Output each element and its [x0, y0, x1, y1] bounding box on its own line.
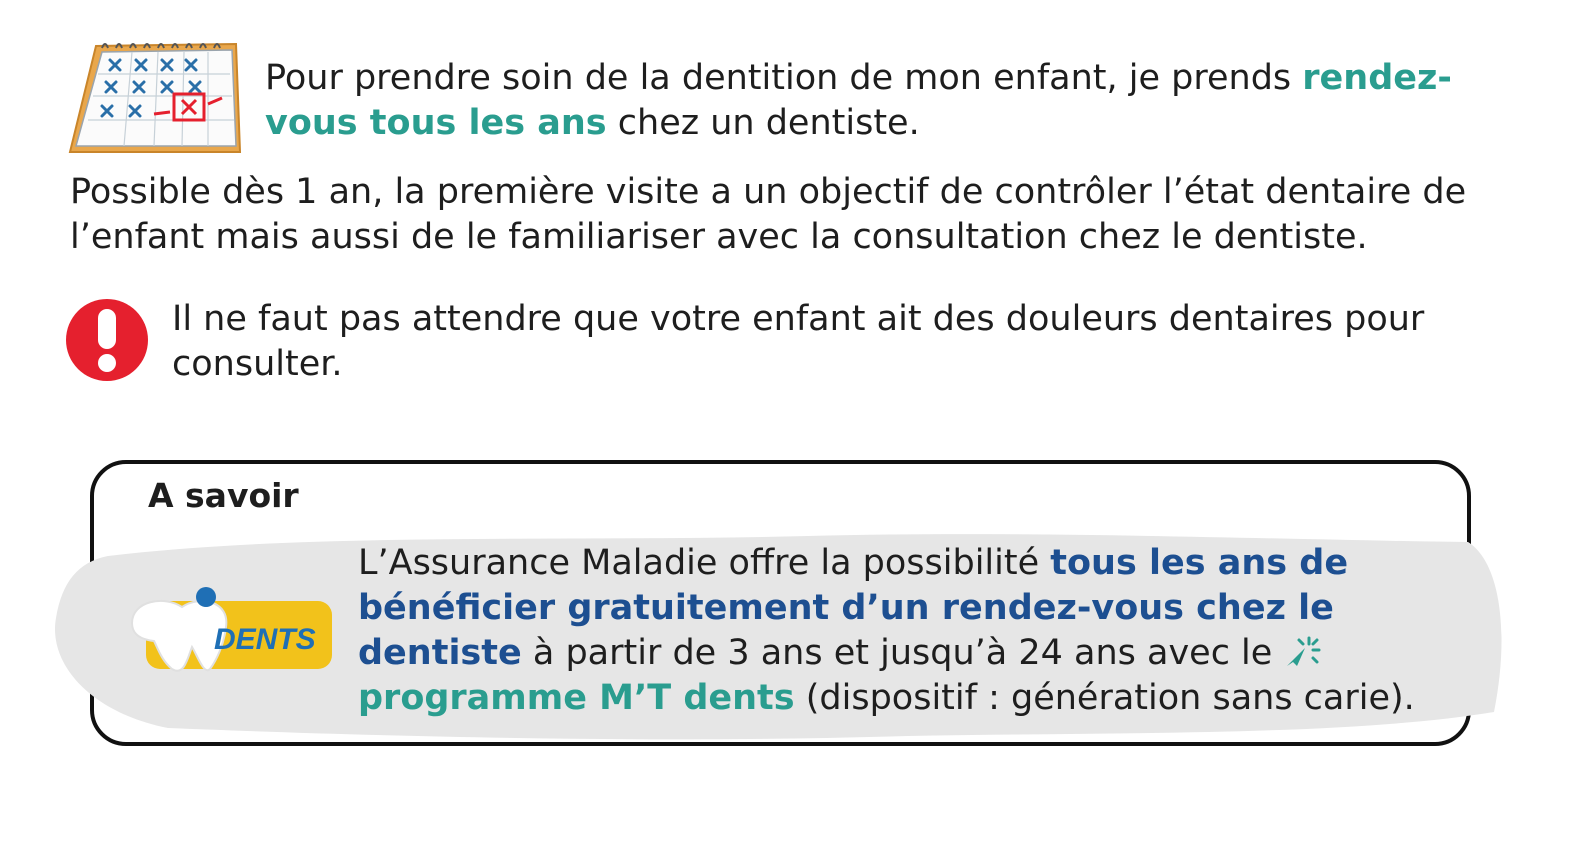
- calendar-icon: [62, 34, 244, 162]
- info-box-paragraph: [358, 541, 1468, 721]
- first-visit-paragraph: Possible dès 1 an, la première visite a un objectif de contrôler l’état dentaire de l’enfant mais aussi de le familiariser avec la consultation chez le dentiste.: [70, 172, 1467, 257]
- info-text-1: L’Assurance Maladie offre la possibilité: [358, 543, 1051, 583]
- intro-text: Pour prendre soin de la dentition de mon enfant, je prends: [265, 58, 1303, 98]
- info-box-title: A savoir: [148, 476, 299, 515]
- warning-paragraph: Il ne faut pas attendre que votre enfant ait des douleurs dentaires pour consulter.: [172, 299, 1425, 384]
- info-text-3: (dispositif : génération sans carie).: [794, 678, 1415, 718]
- mtdents-logo-text: DENTS: [214, 623, 316, 656]
- intro-highlight: rendez-vous tous les ans: [265, 58, 1452, 143]
- info-bold-text: tous les ans de bénéficier gratuitement d’un rendez-vous chez le dentiste: [358, 543, 1349, 673]
- intro-text-end: chez un dentiste.: [606, 103, 920, 143]
- info-text-2: à partir de 3 ans et jusqu’à 24 ans avec le: [521, 633, 1284, 673]
- mtdents-program-link[interactable]: programme M’T dents: [358, 678, 795, 718]
- exclamation-icon: [64, 297, 150, 383]
- click-sparkle-icon: [1283, 636, 1323, 670]
- intro-paragraph: [265, 56, 1515, 146]
- mtdents-logo: [126, 583, 336, 677]
